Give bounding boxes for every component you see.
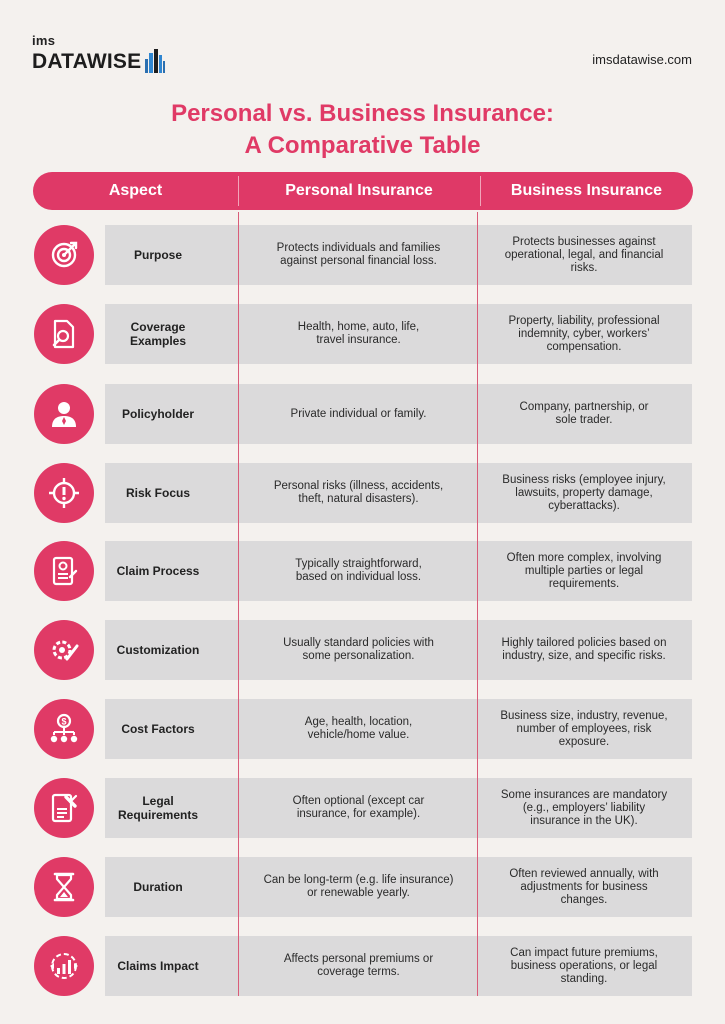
table-row (0, 384, 725, 444)
aspect-label: Duration (133, 880, 183, 894)
header-personal: Personal Insurance (285, 182, 433, 199)
personal-text: Personal risks (illness, accidents, theft, natural disasters). (273, 480, 444, 505)
svg-text:$: $ (61, 716, 67, 727)
aspect-label: Claim Process (116, 564, 200, 578)
personal-text: Can be long-term (e.g. life insurance) or renewable yearly. (263, 874, 454, 899)
column-divider (477, 212, 478, 996)
aspect-cell (105, 699, 211, 759)
person-icon (34, 384, 94, 444)
hourglass-icon (34, 857, 94, 917)
aspect-label: Cost Factors (121, 722, 195, 736)
business-text: Can impact future premiums, business operations, or legal standing. (510, 946, 658, 985)
brand-name: DATAWISE (32, 50, 142, 73)
business-cell (478, 857, 690, 917)
aspect-cell (105, 463, 211, 523)
building-bars-icon (144, 47, 166, 73)
website-url[interactable]: imsdatawise.com (592, 52, 692, 67)
table-header (33, 172, 693, 210)
risk-alert-icon (34, 463, 94, 523)
personal-cell (240, 936, 477, 996)
cost-hierarchy-icon (34, 699, 94, 759)
business-text: Highly tailored policies based on industry, size, and specific risks. (501, 637, 667, 662)
aspect-label: Purpose (133, 248, 182, 262)
business-text: Property, liability, professional indemnity, cyber, workers’ compensation. (508, 314, 660, 353)
personal-text: Protects individuals and families against personal financial loss. (276, 242, 441, 267)
table-row (0, 699, 725, 759)
table-row (0, 936, 725, 996)
personal-cell (240, 857, 477, 917)
aspect-cell (105, 778, 211, 838)
personal-cell (240, 778, 477, 838)
personal-text: Health, home, auto, life, travel insurance. (297, 321, 420, 346)
business-text: Often reviewed annually, with adjustments for business changes. (509, 867, 659, 906)
aspect-cell (105, 304, 211, 364)
aspect-label: Coverage Examples (129, 320, 187, 348)
table-row (0, 857, 725, 917)
business-cell (478, 936, 690, 996)
target-icon (34, 225, 94, 285)
business-cell (478, 225, 690, 285)
impact-chart-icon (34, 936, 94, 996)
table-row (0, 225, 725, 285)
business-cell (478, 463, 690, 523)
business-cell (478, 778, 690, 838)
business-text: Protects businesses against operational, legal, and financial risks. (504, 235, 664, 274)
table-row (0, 463, 725, 523)
personal-text: Private individual or family. (290, 407, 427, 420)
personal-text: Typically straightforward, based on individual loss. (295, 558, 422, 583)
brand-prefix: ims (32, 33, 56, 48)
aspect-cell (105, 936, 211, 996)
business-text: Often more complex, involving multiple parties or legal requirements. (506, 551, 662, 590)
legal-document-icon (34, 778, 94, 838)
business-text: Company, partnership, or sole trader. (519, 401, 649, 426)
personal-text: Usually standard policies with some personalization. (283, 637, 434, 662)
business-cell (478, 620, 690, 680)
aspect-cell (105, 225, 211, 285)
title-line-1: Personal vs. Business Insurance: (171, 100, 554, 127)
table-row (0, 304, 725, 364)
claim-form-icon (34, 541, 94, 601)
aspect-cell (105, 541, 211, 601)
personal-cell (240, 225, 477, 285)
table-row (0, 778, 725, 838)
business-text: Business size, industry, revenue, number of employees, risk exposure. (500, 709, 668, 748)
business-text: Business risks (employee injury, lawsuits, property damage, cyberattacks). (502, 473, 666, 512)
aspect-label: Customization (116, 643, 200, 657)
business-cell (478, 541, 690, 601)
personal-cell (240, 541, 477, 601)
document-search-icon (34, 304, 94, 364)
aspect-label: Risk Focus (125, 486, 191, 500)
gear-edit-icon (34, 620, 94, 680)
personal-text: Often optional (except car insurance, for example). (292, 795, 425, 820)
header-aspect: Aspect (108, 182, 163, 199)
personal-cell (240, 699, 477, 759)
aspect-cell (105, 620, 211, 680)
personal-cell (240, 620, 477, 680)
personal-cell (240, 463, 477, 523)
personal-cell (240, 384, 477, 444)
personal-cell (240, 304, 477, 364)
business-cell (478, 384, 690, 444)
personal-text: Affects personal premiums or coverage terms. (283, 953, 434, 978)
aspect-label: Legal Requirements (117, 794, 199, 822)
table-row (0, 541, 725, 601)
aspect-label: Claims Impact (117, 959, 199, 973)
aspect-cell (105, 857, 211, 917)
brand-logo (32, 34, 166, 73)
aspect-cell (105, 384, 211, 444)
business-text: Some insurances are mandatory (e.g., employers’ liability insurance in the UK). (500, 788, 668, 827)
header-business: Business Insurance (510, 182, 663, 199)
table-row (0, 620, 725, 680)
business-cell (478, 699, 690, 759)
title-line-2: A Comparative Table (244, 132, 481, 159)
aspect-label: Policyholder (121, 407, 195, 421)
personal-text: Age, health, location, vehicle/home value. (304, 716, 413, 741)
page-title (0, 98, 725, 162)
column-divider (238, 212, 239, 996)
business-cell (478, 304, 690, 364)
